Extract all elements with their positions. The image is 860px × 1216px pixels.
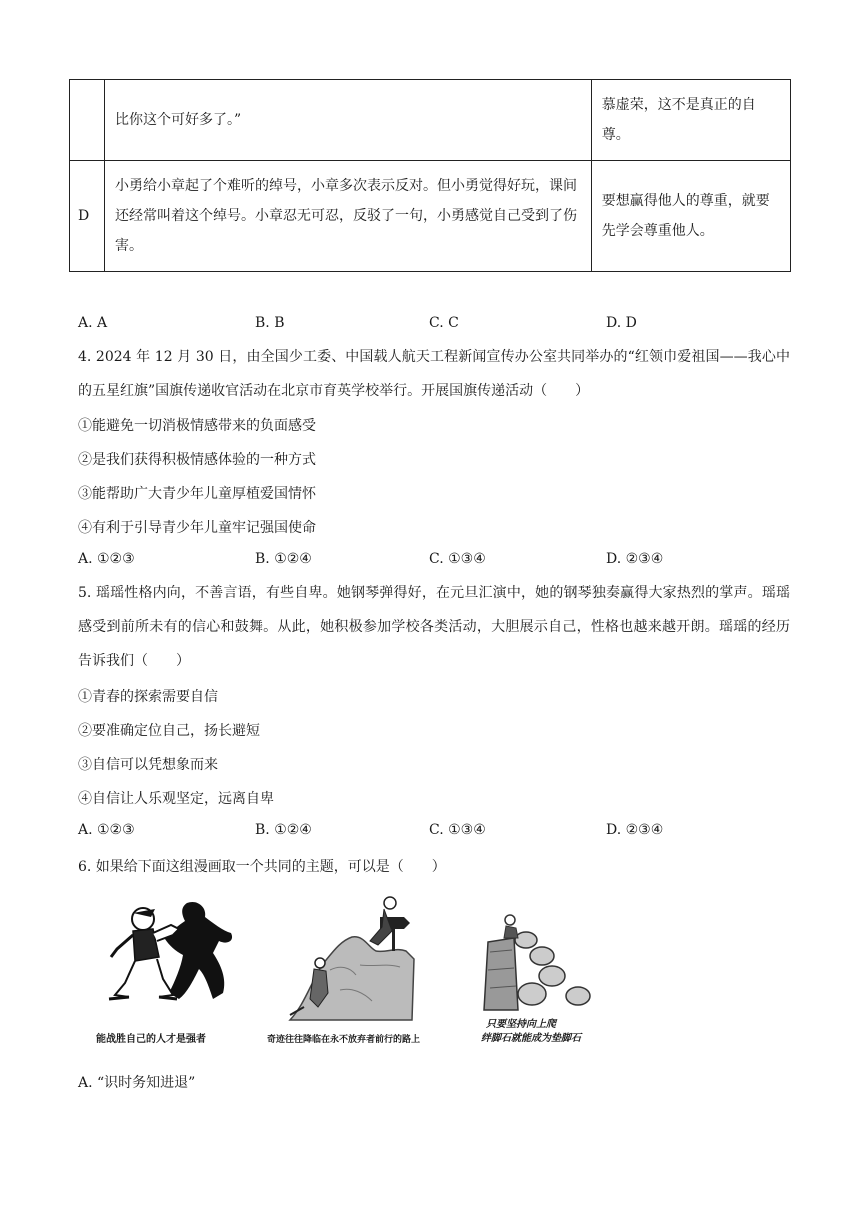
- option-c[interactable]: C. C: [429, 315, 459, 331]
- case-text: 小勇给小章起了个难听的绰号，小章多次表示反对。但小勇觉得好玩，课间还经常叫着这个绰号。小章忍无可忍，反驳了一句，小勇感觉自己受到了伤害。: [105, 161, 592, 272]
- cartoon-climbing-mountain: [270, 895, 430, 1025]
- cartoon-fighting-self: [95, 895, 250, 1010]
- q6-option-a[interactable]: A. “识时务知进退”: [78, 1075, 196, 1091]
- option-a[interactable]: A. A: [78, 315, 108, 331]
- option-d[interactable]: D. D: [606, 315, 637, 331]
- q6-stem: 6. 如果给下面这组漫画取一个共同的主题，可以是（ ）: [78, 859, 446, 875]
- case-text: 比你这个可好多了。”: [105, 80, 592, 161]
- table-row: [70, 161, 791, 272]
- viewpoint-text: 慕虚荣，这不是真正的自尊。: [591, 80, 790, 161]
- q5-item-1: ①青春的探索需要自信: [78, 689, 218, 705]
- table-row: [70, 80, 791, 161]
- q5-item-3: ③自信可以凭想象而来: [78, 757, 218, 773]
- q4-item-2: ②是我们获得积极情感体验的一种方式: [78, 452, 316, 468]
- option-c[interactable]: C. ①③④: [429, 551, 486, 567]
- q5-item-4: ④自信让人乐观坚定，远离自卑: [78, 791, 274, 807]
- row-label: [70, 80, 105, 161]
- case-table: [69, 79, 791, 272]
- option-b[interactable]: B. B: [255, 315, 285, 331]
- q3-options: [78, 315, 798, 339]
- option-b[interactable]: B. ①②④: [255, 551, 312, 567]
- q4-item-3: ③能帮助广大青少年儿童厚植爱国情怀: [78, 486, 316, 502]
- q4-options: [78, 551, 798, 575]
- q5-item-2: ②要准确定位自己，扬长避短: [78, 723, 260, 739]
- option-b[interactable]: B. ①②④: [255, 822, 312, 838]
- viewpoint-text: 要想赢得他人的尊重，就要先学会尊重他人。: [591, 161, 790, 272]
- option-a[interactable]: A. ①②③: [78, 822, 135, 838]
- q5-options: [78, 822, 798, 846]
- option-a[interactable]: A. ①②③: [78, 551, 135, 567]
- q4-item-1: ①能避免一切消极情感带来的负面感受: [78, 418, 316, 434]
- cartoon-caption-3a: 只要坚持向上爬: [486, 1019, 556, 1030]
- cartoon-caption-2: 奇迹往往降临在永不放弃者前行的路上: [267, 1035, 421, 1045]
- row-label: D: [70, 161, 105, 272]
- q5-stem: 5. 瑶瑶性格内向，不善言语，有些自卑。她钢琴弹得好，在元旦汇演中，她的钢琴独奏赢得大家热烈的掌声。瑶瑶感受到前所未有的信心和鼓舞。从此，她积极参加学校各类活动，大胆展示自己，性格也越来越开朗。瑶瑶的经历告诉我们（ ）: [78, 585, 790, 669]
- cartoon-stepping-stones: [470, 912, 600, 1012]
- option-c[interactable]: C. ①③④: [429, 822, 486, 838]
- option-d[interactable]: D. ②③④: [606, 551, 664, 567]
- cartoon-caption-3b: 绊脚石就能成为垫脚石: [481, 1033, 581, 1044]
- option-d[interactable]: D. ②③④: [606, 822, 664, 838]
- q4-stem: 4. 2024 年 12 月 30 日，由全国少工委、中国载人航天工程新闻宣传办公室共同举办的“红领巾爱祖国——我心中的五星红旗”国旗传递收官活动在北京市育英学校举行。开展国旗传递活动（ ）: [78, 349, 790, 399]
- cartoon-caption-1: 能战胜自己的人才是强者: [96, 1034, 206, 1045]
- q4-item-4: ④有利于引导青少年儿童牢记强国使命: [78, 520, 316, 536]
